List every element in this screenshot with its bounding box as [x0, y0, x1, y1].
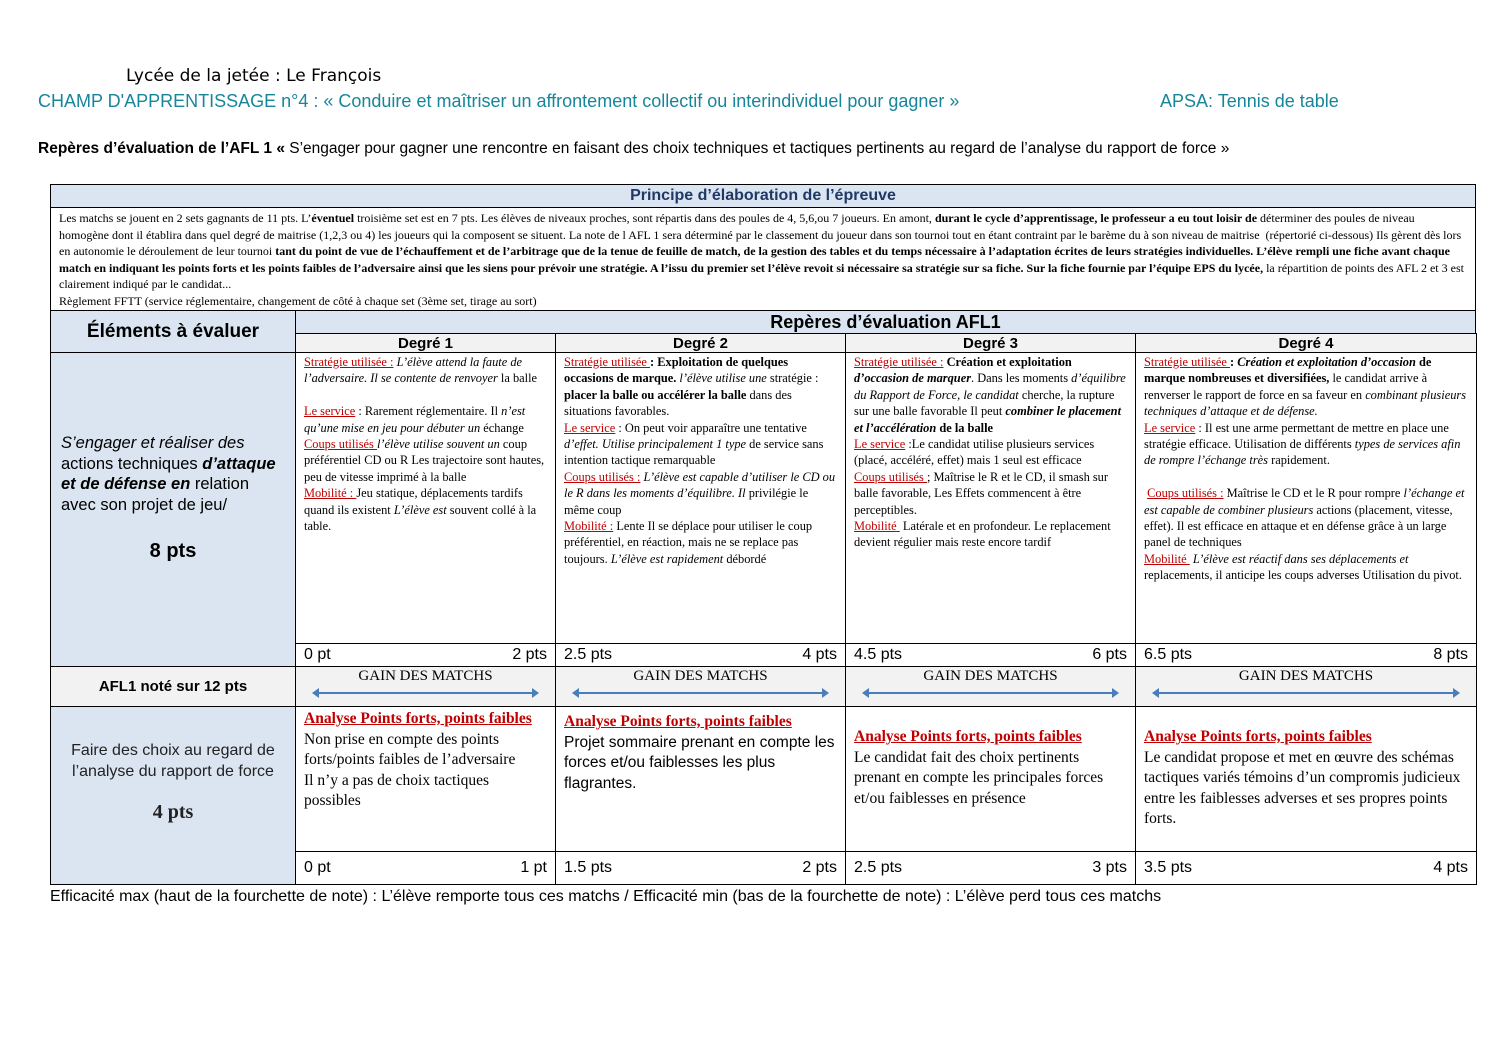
text-segment: Latérale et en profondeur. Le replacement devient régulier mais reste encore tardif	[854, 519, 1114, 550]
degree-header: Degré 1	[295, 333, 556, 353]
text-segment: l’élève utilise souvent un	[376, 437, 500, 452]
gain-label: GAIN DES MATCHS	[923, 668, 1058, 684]
degree-header: Degré 3	[845, 333, 1136, 353]
text-segment: Jeu statique, déplacements tardifs quand ils existent	[304, 486, 526, 517]
criterion-label: Analyse Points forts, points faibles	[854, 728, 1082, 745]
row1-points: 8 pts	[149, 540, 197, 562]
row1-label	[50, 352, 296, 667]
text-segment: ; Maîtrise le R et le CD, il smash sur balle favorable, Les Effets commencent à être perceptibles.	[854, 469, 1109, 517]
points-max: 2 pts	[512, 646, 547, 663]
text-segment: Création et exploitation d’occasion	[1237, 355, 1416, 369]
criterion-label: Mobilité :	[564, 519, 614, 534]
text-segment: : Il est une arme permettant de mettre en place une stratégie efficace. Utilisation de différents	[1144, 420, 1452, 452]
criterion-label: Coups utilisés	[854, 469, 927, 484]
elements-header: Éléments à évaluer	[50, 310, 296, 353]
text-segment: . Dans les moments	[971, 371, 1072, 386]
row1-degree-2-cell	[555, 352, 846, 644]
points-max: 2 pts	[802, 859, 837, 876]
text-segment: la répartition de points des AFL 2 et 3 est clairement indiqué par le candidat...	[59, 260, 1467, 291]
row2-degree-3-cell	[845, 706, 1136, 852]
text-segment: combinant plusieurs techniques d’attaque et de défense.	[1144, 387, 1470, 419]
text-segment: cherche, la rupture sur une balle favorable Il peut	[854, 387, 1118, 419]
row2-degree-1-cell	[295, 706, 556, 852]
afl-heading	[38, 140, 1229, 158]
double-arrow-icon	[578, 692, 823, 694]
text-segment: S’engager et réaliser des	[61, 434, 245, 452]
criterion-label: Mobilité :	[304, 486, 357, 501]
row1-points-range	[555, 643, 846, 667]
text-segment: actions (placement, vitesse, effet). Il est efficace en attaque et en défense grâce à un large panel de techniques	[1144, 502, 1453, 550]
gain-des-matchs	[555, 666, 846, 707]
text-segment: souvent collé à la table.	[304, 502, 540, 534]
text-segment: relation avec son projet de jeu/	[61, 475, 249, 514]
gain-des-matchs	[295, 666, 556, 707]
text-segment: L’élève est rapidement	[610, 551, 724, 566]
text-segment: le candidat arrive à renverser le rapport de force en sa faveur en	[1144, 371, 1431, 402]
text-segment: Projet sommaire prenant en compte les forces et/ou faiblesses les plus flagrantes.	[564, 733, 835, 792]
double-arrow-icon	[868, 692, 1113, 694]
row2-points: 4 pts	[152, 801, 194, 823]
points-min: 6.5 pts	[1144, 646, 1193, 663]
text-segment: Non prise en compte des points forts/points faibles de l’adversaire Il n’y a pas de choix tactiques possibles	[304, 730, 516, 809]
afl-heading-text: S’engager pour gagner une rencontre en faisant des choix techniques et tactiques pertinents au regard de l’analyse du rapport de force »	[289, 140, 1230, 157]
points-max: 4 pts	[1433, 859, 1468, 876]
text-segment: débordé	[723, 551, 767, 566]
text-segment: : Exploitation de quelques occasions de marque.	[564, 355, 792, 386]
text-segment: combiner le placement et l’accélération	[854, 404, 1125, 435]
criterion-label: Mobilité	[854, 519, 900, 534]
row1-points-range	[845, 643, 1136, 667]
school-name: Lycée de la jetée : Le François	[126, 66, 382, 86]
text-segment: actions techniques	[61, 454, 203, 473]
gain-des-matchs	[1135, 666, 1477, 707]
row2-label	[50, 706, 296, 885]
text-segment: rapidement.	[1271, 453, 1330, 468]
criterion-label: Le service	[304, 404, 356, 419]
points-max: 1 pt	[520, 859, 547, 876]
row2-points-range	[295, 851, 556, 885]
text-segment: Règlement FFTT (service réglementaire, changement de côté à chaque set (3ème set, tirage au sort)	[59, 293, 537, 308]
gain-label: GAIN DES MATCHS	[358, 668, 493, 684]
text-segment: :Le candidat utilise plusieurs services (placé, accéléré, effet) mais 1 seul est efficace	[854, 437, 1095, 468]
double-arrow-icon	[1158, 692, 1454, 694]
gain-label: GAIN DES MATCHS	[1238, 668, 1374, 684]
criterion-label: Coups utilisés :	[1147, 486, 1224, 501]
row2-points-range	[555, 851, 846, 885]
text-segment: de la balle	[939, 420, 994, 435]
text-segment: d’équilibre du Rapport de Force, le candidat	[854, 371, 1129, 402]
afl-header: Repères d’évaluation AFL1	[295, 310, 1476, 334]
text-segment: placer la balle ou accélérer la balle	[564, 387, 747, 402]
criterion-label: Stratégie utilisée :	[854, 355, 944, 369]
degree-header: Degré 4	[1135, 333, 1477, 353]
row2-label-text: Faire des choix au regard de l’analyse du rapport de force	[71, 742, 275, 780]
text-segment: coup préférentiel CD ou R Les trajectoire sont hautes, peu de vitesse imprimé à la balle	[304, 437, 545, 484]
text-segment: l’élève utilise une	[679, 371, 767, 386]
text-segment: tant du point de vue de l’échauffement et de l’arbitrage que de la tenue de feuille de match, de la gestion des tables et du temps nécessaire à l’adaptation écrites de leurs stratégies individuelles. L’élève rempli une fiche avant chaque match en indiquant les points forts et les points faibles de l’adversaire ainsi que les siens pour prévoir une stratégie. A l’issu du premier set l’élève revoit si nécessaire sa stratégie sur sa fiche. Sur la fiche fournie par l’équipe EPS du lycée,	[59, 244, 1453, 275]
text-segment: d’effet. Utilise principalement 1 type	[564, 437, 747, 452]
text-segment: :	[1230, 355, 1238, 369]
afl-note-label: AFL1 noté sur 12 pts	[50, 666, 296, 707]
text-segment: Lente Il se déplace pour utiliser le coup préférentiel, en réaction, mais ne se replace pas toujours.	[564, 519, 816, 566]
row2-points-range	[1135, 851, 1477, 885]
row2-degree-2-cell	[555, 706, 846, 852]
principe-title: Principe d’élaboration de l’épreuve	[50, 184, 1476, 208]
text-segment: replacements, il anticipe les coups adverses Utilisation du pivot.	[1144, 551, 1462, 583]
row1-label-text	[61, 433, 285, 515]
criterion-label: Analyse Points forts, points faibles	[304, 710, 532, 727]
points-min: 0 pt	[304, 859, 331, 876]
criterion-label: Coups utilisés	[304, 437, 377, 452]
text-segment: échange	[483, 420, 524, 435]
text-segment: Les matchs se jouent en 2 sets gagnants de 11 pts. L’	[59, 211, 312, 225]
points-min: 3.5 pts	[1144, 859, 1193, 876]
double-arrow-icon	[318, 692, 533, 694]
text-segment: types de services afin de rompre l’échange très	[1144, 437, 1464, 468]
text-segment: : Rarement réglementaire. Il	[355, 404, 502, 419]
text-segment: d’attaque et de défense en	[61, 454, 276, 493]
text-segment: l’échange et est capable de combiner plusieurs	[1144, 486, 1468, 517]
row1-degree-3-cell	[845, 352, 1136, 644]
text-segment: Maîtrise le CD et le R pour rompre	[1223, 486, 1404, 501]
criterion-label: Le service	[564, 420, 616, 435]
degree-header: Degré 2	[555, 333, 846, 353]
criterion-label: Stratégie utilisée :	[304, 355, 394, 369]
points-min: 2.5 pts	[854, 859, 903, 876]
row2-points-range	[845, 851, 1136, 885]
text-segment: : On peut voir apparaître une tentative	[615, 420, 811, 435]
row1-points-range	[295, 643, 556, 667]
criterion-label: Analyse Points forts, points faibles	[1144, 728, 1372, 745]
gain-des-matchs	[845, 666, 1136, 707]
text-segment: la balle	[497, 371, 538, 386]
text-segment: stratégie :	[766, 371, 822, 386]
row2-degree-4-cell	[1135, 706, 1477, 852]
text-segment: dans des situations favorables.	[564, 387, 792, 419]
apsa-title: APSA: Tennis de table	[1160, 91, 1339, 111]
text-segment: L’élève est réactif dans ses déplacements et	[1189, 551, 1409, 566]
points-max: 6 pts	[1092, 646, 1127, 663]
points-min: 1.5 pts	[564, 859, 613, 876]
footer-note: Efficacité max (haut de la fourchette de note) : L’élève remporte tous ces matchs / Efficacité min (bas de la fourchette de note) : L’élève perd tous ces matchs	[50, 888, 1162, 905]
text-segment: déterminer des poules de niveau homogène dont il établira dans quel degré de maitrise (1,2,3 ou 4) les joueurs qui la composent se situent. La note de l AFL 1 sera déterminé par le classement du joueur dans son tournoi tout en étant contraint par le barème du à son niveau de maitrise (répertorié ci-dessous) Ils gèrent dès lors en autonomie le déroulement de leur tournoi	[59, 211, 1465, 258]
criterion-label: Le service	[1144, 420, 1196, 435]
text-segment: L’élève attend la faute de l’adversaire. Il se contente de renvoyer	[304, 355, 526, 386]
afl-heading-label: Repères d’évaluation de l’AFL 1 «	[38, 140, 290, 157]
text-segment: n’est qu’une mise en jeu pour débuter un	[304, 404, 529, 435]
points-min: 0 pt	[304, 646, 331, 663]
text-segment: L’élève est	[393, 502, 447, 517]
points-min: 4.5 pts	[854, 646, 903, 663]
criterion-label: Stratégie utilisée	[564, 355, 651, 369]
criterion-label: Coups utilisés :	[564, 469, 641, 484]
principe-text	[50, 207, 1476, 311]
points-max: 4 pts	[802, 646, 837, 663]
text-segment: privilégie le même coup	[564, 486, 809, 517]
text-segment: troisième set est en 7 pts. Les élèves de niveaux proches, sont répartis dans des poules de 4, 5,6,ou 7 joueurs. En amont,	[354, 211, 935, 225]
criterion-label: Stratégie utilisée	[1144, 355, 1231, 369]
criterion-label: Analyse Points forts, points faibles	[564, 713, 792, 730]
row1-points-range	[1135, 643, 1477, 667]
gain-label: GAIN DES MATCHS	[633, 668, 768, 684]
points-max: 8 pts	[1433, 646, 1468, 663]
text-segment: Le candidat propose et met en œuvre des schémas tactiques variés témoins d’un compromis judicieux entre les faiblesses adverses et ses propres points forts.	[1144, 748, 1461, 827]
text-segment: de service sans intention tactique remarquable	[564, 437, 824, 468]
text-segment: éventuel	[311, 211, 355, 225]
points-max: 3 pts	[1092, 859, 1127, 876]
text-segment: Le candidat fait des choix pertinents prenant en compte les principales forces et/ou faiblesses en présence	[854, 748, 1104, 807]
row1-degree-1-cell	[295, 352, 556, 644]
text-segment: L’élève est capable d’utiliser le CD ou le R dans les moments d’équilibre. Il	[564, 469, 839, 501]
points-min: 2.5 pts	[564, 646, 613, 663]
champ-title: CHAMP D'APPRENTISSAGE n°4 : « Conduire et maîtriser un affrontement collectif ou interindividuel pour gagner »	[38, 91, 960, 111]
text-segment: d’occasion de marquer	[854, 371, 972, 386]
row1-degree-4-cell	[1135, 352, 1477, 644]
criterion-label: Le service	[854, 437, 906, 452]
text-segment: de marque nombreuses et diversifiées,	[1144, 355, 1435, 386]
text-segment: durant le cycle d’apprentissage, le professeur a eu tout loisir de	[934, 211, 1258, 225]
text-segment: Création et exploitation	[943, 355, 1075, 369]
criterion-label: Mobilité	[1144, 551, 1190, 566]
